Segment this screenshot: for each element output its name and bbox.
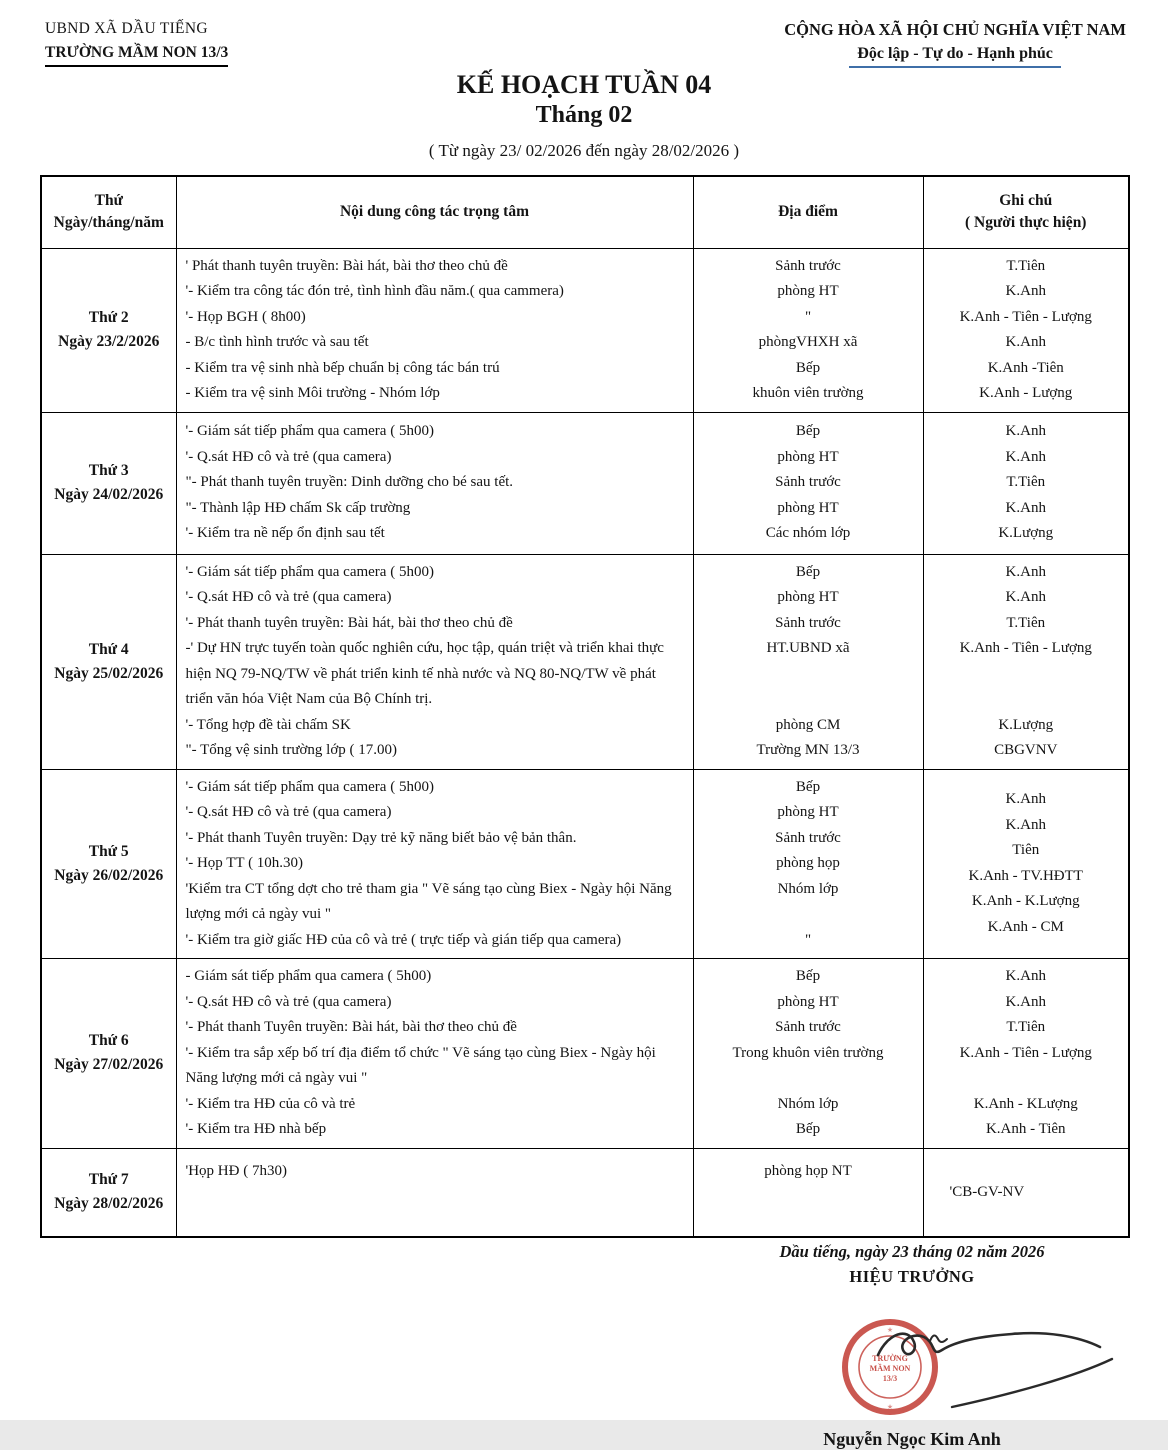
date-label: Ngày 24/02/2026 bbox=[54, 486, 164, 503]
org-parent: UBND XÃ DẦU TIẾNG bbox=[45, 20, 208, 37]
text-line: K.Anh bbox=[1005, 423, 1046, 440]
text-line: phòng HT bbox=[777, 448, 839, 465]
date-label: Ngày 26/02/2026 bbox=[54, 866, 164, 884]
text-line: '- Kiểm tra HĐ của cô và trẻ bbox=[185, 1095, 356, 1112]
col-header-text: ( Người thực hiện) bbox=[965, 214, 1087, 232]
day-label: Thứ 4 bbox=[88, 640, 129, 658]
text-line: T.Tiên bbox=[1006, 474, 1046, 491]
text-line: - Kiểm tra vệ sinh nhà bếp chuẩn bị công tác bán trú bbox=[185, 359, 500, 376]
text-line: " bbox=[804, 308, 812, 325]
text-line: HT.UBND xã bbox=[766, 640, 850, 656]
text-line: Bếp bbox=[795, 423, 821, 440]
location-cell bbox=[693, 1148, 923, 1237]
text-line: '- Giám sát tiếp phẩm qua camera ( 5h00) bbox=[185, 563, 434, 580]
table-header bbox=[41, 176, 1129, 248]
text-line: K.Anh bbox=[1005, 589, 1046, 605]
text-line: Bếp bbox=[795, 968, 821, 984]
issuing-org bbox=[45, 20, 228, 68]
text-line: Sảnh trước bbox=[775, 257, 841, 274]
day-cell bbox=[41, 248, 176, 412]
text-line: - Giám sát tiếp phẩm qua camera ( 5h00) bbox=[185, 968, 432, 984]
text-line: '- Q.sát HĐ cô và trẻ (qua camera) bbox=[185, 589, 392, 605]
text-line: phòng HT bbox=[777, 283, 839, 299]
text-line: '- Kiểm tra sắp xếp bố trí địa điểm tổ chức " Vẽ sáng tạo cùng Biex - Ngày hội Năng lượng mới cả ngày vui " bbox=[185, 1044, 656, 1086]
text-line: phòng HT bbox=[777, 993, 839, 1010]
notes-cell bbox=[923, 1148, 1129, 1237]
text-line: phòng CM bbox=[775, 716, 841, 733]
col-header-location bbox=[693, 176, 923, 248]
text-line: "- Tổng vệ sinh trường lớp ( 17.00) bbox=[185, 742, 397, 758]
text-line: Sảnh trước bbox=[775, 829, 841, 846]
text-line: '- Q.sát HĐ cô và trẻ (qua camera) bbox=[185, 448, 392, 465]
notes-cell bbox=[923, 554, 1129, 769]
text-line: '- Kiểm tra HĐ nhà bếp bbox=[185, 1121, 327, 1137]
text-line: Sảnh trước bbox=[775, 474, 841, 491]
table-row bbox=[41, 769, 1129, 959]
text-line: " bbox=[804, 931, 812, 948]
notes-cell bbox=[923, 248, 1129, 412]
text-line: K.Anh bbox=[1005, 563, 1046, 580]
text-line: K.Anh bbox=[1005, 499, 1046, 516]
text-line: '- Q.sát HĐ cô và trẻ (qua camera) bbox=[185, 804, 392, 820]
text-line: 'Kiểm tra CT tổng dợt cho trẻ tham gia " Vẽ sáng tạo cùng Biex - Ngày hội Năng lượng mới cả ngày vui " bbox=[185, 880, 672, 922]
col-header-text: Nội dung công tác trọng tâm bbox=[339, 203, 529, 221]
text-line bbox=[928, 687, 1125, 713]
text-line bbox=[698, 902, 919, 928]
org-name: TRƯỜNG MẦM NON 13/3 bbox=[45, 44, 228, 67]
date-range: ( Từ ngày 23/ 02/2026 đến ngày 28/02/2026 ) bbox=[428, 141, 740, 160]
stamp-text-line3: 13/3 bbox=[882, 1374, 898, 1383]
date-label: Ngày 27/02/2026 bbox=[54, 1056, 164, 1074]
text-line bbox=[928, 1066, 1125, 1092]
text-line: "- Phát thanh tuyên truyền: Dinh dưỡng cho bé sau tết. bbox=[185, 474, 514, 491]
text-line: '- Tổng hợp đề tài chấm SK bbox=[185, 716, 351, 733]
text-line: Sảnh trước bbox=[775, 614, 841, 631]
text-line: -' Dự HN trực tuyến toàn quốc nghiên cứu, học tập, quán triệt và triển khai thực hiện NQ 79-NQ/TW về phát triển kinh tế nhà nước và NQ 80-NQ/TW về phát triển văn hóa Việt Nam của Bộ Chính trị. bbox=[185, 640, 664, 707]
title-block bbox=[0, 70, 1168, 161]
text-line: K.Anh - Tiên - Lượng bbox=[959, 308, 1092, 325]
text-line: K.Anh bbox=[1005, 993, 1046, 1010]
text-line: K.Anh - Lượng bbox=[979, 385, 1073, 401]
text-line: phòng HT bbox=[777, 804, 839, 820]
table-row bbox=[41, 412, 1129, 554]
day-label: Thứ 6 bbox=[88, 1032, 129, 1050]
text-line: K.Lượng bbox=[998, 525, 1054, 542]
text-line: '- Kiểm tra nề nếp ổn định sau tết bbox=[185, 525, 385, 542]
text-line: phòng HT bbox=[777, 589, 839, 605]
text-line: K.Anh bbox=[1005, 283, 1046, 299]
date-label: Ngày 25/02/2026 bbox=[54, 664, 164, 682]
day-label: Thứ 3 bbox=[88, 462, 129, 479]
location-cell bbox=[693, 554, 923, 769]
notes-cell bbox=[923, 959, 1129, 1149]
day-cell bbox=[41, 412, 176, 554]
col-header-text: Thứ bbox=[94, 192, 123, 210]
text-line: K.Anh - KLượng bbox=[973, 1095, 1078, 1112]
text-line: '- Phát thanh Tuyên truyền: Bài hát, bài thơ theo chủ đề bbox=[185, 1019, 517, 1035]
text-line: Bếp bbox=[795, 563, 821, 580]
text-line: phòng họp bbox=[776, 855, 840, 871]
text-line: 'CB-GV-NV bbox=[949, 1183, 1025, 1200]
tasks-cell bbox=[176, 769, 693, 959]
location-cell bbox=[693, 959, 923, 1149]
star-icon: ★ bbox=[886, 1326, 894, 1334]
text-line: khuôn viên trường bbox=[752, 385, 864, 401]
location-cell bbox=[693, 248, 923, 412]
date-label: Ngày 28/02/2026 bbox=[54, 1195, 164, 1213]
text-line: K.Lượng bbox=[998, 716, 1054, 733]
text-line: K.Anh bbox=[1005, 968, 1046, 984]
text-line: Trường MN 13/3 bbox=[756, 742, 860, 758]
stamp-text-line2: MẦM NON bbox=[869, 1364, 911, 1373]
text-line: '- Giám sát tiếp phẩm qua camera ( 5h00) bbox=[185, 778, 434, 795]
text-line: ' Phát thanh tuyên truyền: Bài hát, bài thơ theo chủ đề bbox=[185, 257, 508, 274]
table-row bbox=[41, 248, 1129, 412]
text-line: T.Tiên bbox=[1006, 1019, 1046, 1035]
text-line: '- Phát thanh tuyên truyền: Bài hát, bài thơ theo chủ đề bbox=[185, 614, 513, 631]
text-line: T.Tiên bbox=[1006, 614, 1046, 631]
star-icon: ★ bbox=[886, 1403, 894, 1411]
text-line: K.Anh bbox=[1005, 816, 1046, 833]
col-header-tasks bbox=[176, 176, 693, 248]
text-line: '- Q.sát HĐ cô và trẻ (qua camera) bbox=[185, 993, 392, 1010]
text-line: K.Anh - CM bbox=[987, 918, 1064, 935]
text-line: '- Họp TT ( 10h.30) bbox=[185, 855, 304, 871]
text-line: Sảnh trước bbox=[775, 1019, 841, 1035]
text-line: phòng họp NT bbox=[764, 1162, 852, 1179]
text-line bbox=[698, 687, 919, 713]
text-line: Các nhóm lớp bbox=[765, 525, 851, 542]
text-line: - Kiểm tra vệ sinh Môi trường - Nhóm lớp bbox=[185, 385, 440, 401]
notes-cell bbox=[923, 412, 1129, 554]
text-line: Nhóm lớp bbox=[777, 1095, 839, 1112]
stamp-text-line1: TRƯỜNG bbox=[872, 1354, 908, 1363]
text-line: '- Phát thanh Tuyên truyền: Dạy trẻ kỹ năng biết bảo vệ bản thân. bbox=[185, 829, 577, 846]
day-cell bbox=[41, 959, 176, 1149]
national-motto-line2: Độc lập - Tự do - Hạnh phúc bbox=[849, 45, 1061, 68]
col-header-notes bbox=[923, 176, 1129, 248]
page-subtitle: Tháng 02 bbox=[535, 102, 633, 128]
text-line: K.Anh - TV.HĐTT bbox=[968, 867, 1083, 884]
text-line: CBGVNV bbox=[994, 742, 1058, 758]
text-line: '- Kiểm tra giờ giấc HĐ của cô và trẻ ( trực tiếp và gián tiếp qua camera) bbox=[185, 931, 622, 948]
day-label: Thứ 2 bbox=[88, 309, 129, 326]
page-title: KẾ HOẠCH TUẦN 04 bbox=[456, 70, 712, 99]
text-line: Trong khuôn viên trường bbox=[732, 1044, 884, 1061]
col-header-text: Ngày/tháng/năm bbox=[53, 214, 164, 232]
text-line: Bếp bbox=[795, 359, 821, 376]
table-row bbox=[41, 1148, 1129, 1237]
table-row bbox=[41, 959, 1129, 1149]
text-line: Nhóm lớp bbox=[777, 880, 839, 897]
day-label: Thứ 7 bbox=[88, 1171, 129, 1189]
signature-block bbox=[672, 1242, 1152, 1450]
text-line: 'Họp HĐ ( 7h30) bbox=[185, 1162, 287, 1179]
text-line: K.Anh - Tiên - Lượng bbox=[959, 640, 1092, 656]
text-line: K.Anh bbox=[1005, 334, 1046, 350]
text-line: K.Anh - Tiên bbox=[985, 1121, 1066, 1137]
text-line: Bếp bbox=[795, 778, 821, 795]
text-line: '- Họp BGH ( 8h00) bbox=[185, 308, 306, 325]
text-line: phòng HT bbox=[777, 499, 839, 516]
text-line: '- Kiểm tra công tác đón trẻ, tình hình đầu năm.( qua cammera) bbox=[185, 283, 564, 299]
notes-cell bbox=[923, 769, 1129, 959]
text-line bbox=[698, 662, 919, 688]
text-line: K.Anh - Tiên - Lượng bbox=[959, 1044, 1092, 1061]
table-row bbox=[41, 554, 1129, 769]
signer-name: Nguyễn Ngọc Kim Anh bbox=[823, 1429, 1001, 1449]
signature bbox=[860, 1297, 1130, 1417]
schedule-body bbox=[41, 248, 1129, 1237]
text-line: "- Thành lập HĐ chấm Sk cấp trường bbox=[185, 499, 411, 516]
text-line bbox=[928, 662, 1125, 688]
text-line: K.Anh bbox=[1005, 448, 1046, 465]
day-cell bbox=[41, 554, 176, 769]
text-line: K.Anh -Tiên bbox=[987, 359, 1064, 376]
document-header bbox=[0, 0, 1168, 68]
day-label: Thứ 5 bbox=[88, 842, 129, 860]
col-header-text: Địa điểm bbox=[778, 203, 838, 221]
tasks-cell bbox=[176, 1148, 693, 1237]
header-row bbox=[41, 176, 1129, 248]
text-line: phòngVHXH xã bbox=[758, 334, 858, 350]
national-header bbox=[784, 20, 1126, 68]
tasks-cell bbox=[176, 959, 693, 1149]
date-label: Ngày 23/2/2026 bbox=[58, 333, 160, 350]
tasks-cell bbox=[176, 554, 693, 769]
text-line: - B/c tình hình trước và sau tết bbox=[185, 334, 369, 350]
text-line: Bếp bbox=[795, 1121, 821, 1137]
signature-zone bbox=[672, 1289, 1152, 1429]
weekly-schedule-table bbox=[40, 175, 1130, 1238]
day-cell bbox=[41, 769, 176, 959]
place-date: Dầu tiếng, ngày 23 tháng 02 năm 2026 bbox=[779, 1242, 1045, 1261]
text-line: K.Anh bbox=[1005, 791, 1046, 808]
col-header-text: Ghi chú bbox=[999, 192, 1053, 210]
col-header-day bbox=[41, 176, 176, 248]
day-cell bbox=[41, 1148, 176, 1237]
tasks-cell bbox=[176, 248, 693, 412]
text-line: T.Tiên bbox=[1006, 257, 1046, 274]
tasks-cell bbox=[176, 412, 693, 554]
location-cell bbox=[693, 769, 923, 959]
text-line bbox=[698, 1066, 919, 1092]
text-line: K.Anh - K.Lượng bbox=[971, 893, 1080, 910]
signer-role: HIỆU TRƯỞNG bbox=[849, 1267, 975, 1286]
text-line: '- Giám sát tiếp phẩm qua camera ( 5h00) bbox=[185, 423, 434, 440]
national-motto-line1: CỘNG HÒA XÃ HỘI CHỦ NGHĨA VIỆT NAM bbox=[784, 20, 1126, 39]
text-line: Tiên bbox=[1012, 842, 1040, 859]
location-cell bbox=[693, 412, 923, 554]
